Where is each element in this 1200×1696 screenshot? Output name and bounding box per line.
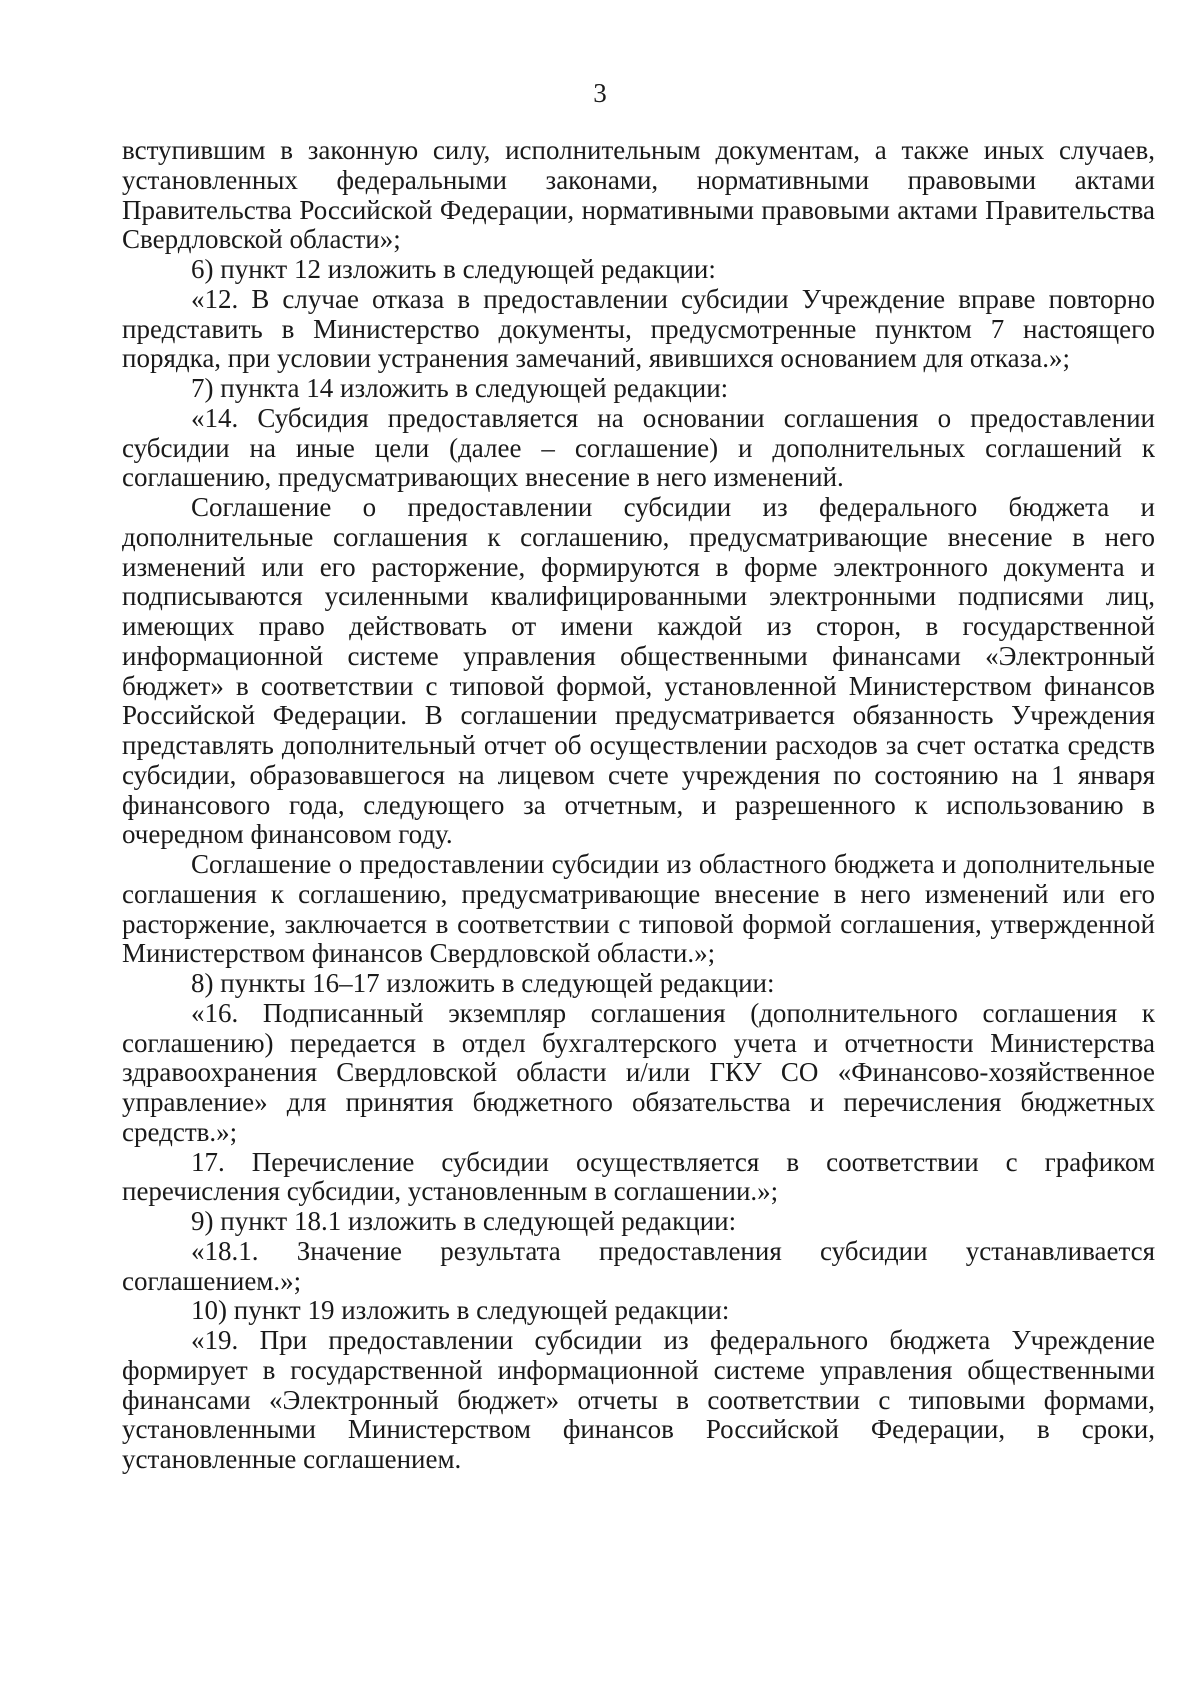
paragraph: 17. Перечисление субсидии осуществляется в соответствии с графиком перечисления субсидии, установленным в соглашении.»;	[122, 1146, 1155, 1207]
paragraph: 9) пункт 18.1 изложить в следующей редакции:	[191, 1206, 737, 1236]
paragraph: 7) пункта 14 изложить в следующей редакции:	[191, 373, 729, 403]
paragraph: «18.1. Значение результата предоставления субсидии устанавливается соглашением.»;	[122, 1235, 1155, 1296]
paragraph: 8) пункты 16–17 изложить в следующей редакции:	[191, 968, 775, 998]
paragraph: Соглашение о предоставлении субсидии из областного бюджета и дополнительные соглашения к соглашению, предусматривающие внесение в него изменений или его расторжение, заключается в соответствии с типовой формой соглашения, утвержденной Министерством финансов Свердловской области.»;	[122, 849, 1155, 969]
paragraph: 6) пункт 12 изложить в следующей редакции:	[191, 254, 716, 284]
paragraph: «12. В случае отказа в предоставлении субсидии Учреждение вправе повторно представить в Министерство документы, предусмотренные пунктом 7 настоящего порядка, при условии устранения замечаний, явившихся основанием для отказа.»;	[122, 283, 1155, 374]
document-body	[122, 136, 1155, 1475]
paragraph: Соглашение о предоставлении субсидии из федерального бюджета и дополнительные соглашения к соглашению, предусматривающие внесение в него изменений или его расторжение, формируются в форме электронного документа и подписываются усиленными квалифицированными электронными подписями лиц, имеющих право действовать от имени каждой из сторон, в государственной информационной системе управления общественными финансами «Электронный бюджет» в соответствии с типовой формой, установленной Министерством финансов Российской Федерации. В соглашении предусматривается обязанность Учреждения представлять дополнительный отчет об осуществлении расходов за счет остатка средств субсидии, образовавшегося на лицевом счете учреждения по состоянию на 1 января финансового года, следующего за отчетным, и разрешенного к использованию в очередном финансовом году.	[122, 492, 1155, 850]
paragraph: «14. Субсидия предоставляется на основании соглашения о предоставлении субсидии на иные цели (далее – соглашение) и дополнительных соглашений к соглашению, предусматривающих внесение в него изменений.	[122, 402, 1155, 493]
page-number: 3	[593, 78, 607, 108]
paragraph: «19. При предоставлении субсидии из федерального бюджета Учреждение формирует в государственной информационной системе управления общественными финансами «Электронный бюджет» отчеты в соответствии с типовыми формами, установленными Министерством финансов Российской Федерации, в сроки, установленные соглашением.	[122, 1325, 1155, 1474]
paragraph: «16. Подписанный экземпляр соглашения (дополнительного соглашения к соглашению) передается в отдел бухгалтерского учета и отчетности Министерства здравоохранения Свердловской области и/или ГКУ СО «Финансово-хозяйственное управление» для принятия бюджетного обязательства и перечисления бюджетных средств.»;	[122, 997, 1155, 1147]
paragraph: вступившим в законную силу, исполнительным документам, а также иных случаев, установленных федеральными законами, нормативными правовыми актами Правительства Российской Федерации, нормативными правовыми актами Правительства Свердловской области»;	[122, 135, 1155, 255]
paragraph: 10) пункт 19 изложить в следующей редакции:	[191, 1295, 730, 1326]
